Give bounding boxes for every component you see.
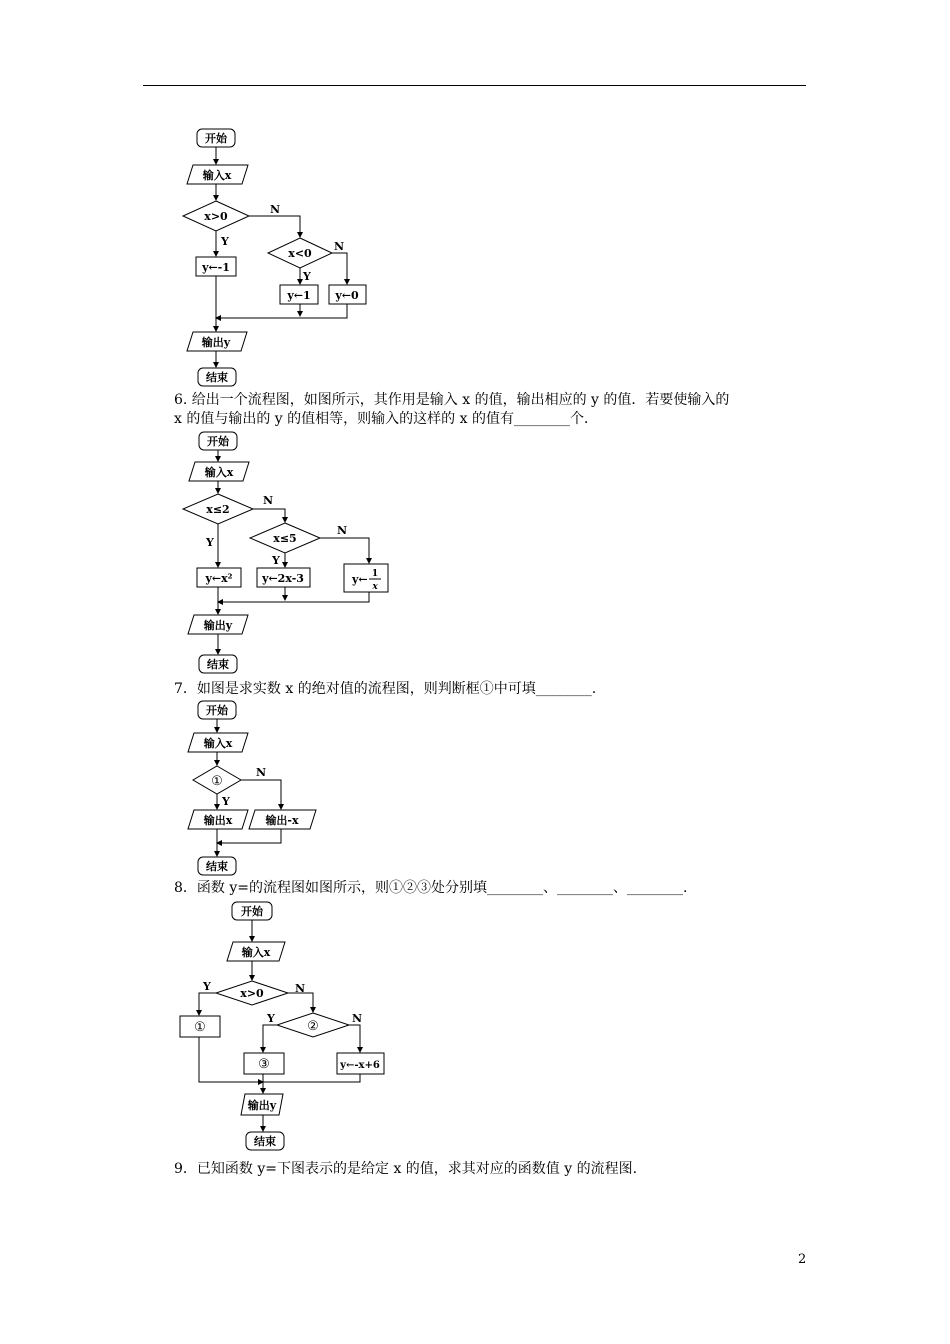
- fc3-cond-text: ①: [211, 774, 223, 789]
- fc2-box-c-prefix: y←: [352, 573, 368, 586]
- fc1-input-text: 输入x: [202, 169, 232, 182]
- fc2-start-text: 开始: [207, 435, 229, 448]
- fc1-box-c-text: y←0: [335, 289, 359, 302]
- fc1-no-1: N: [270, 203, 281, 216]
- fc2-yes-2: Y: [272, 554, 280, 567]
- question-9: 9．已知函数 y=下图表示的是给定 x 的值，求其对应的函数值 y 的流程图.: [174, 1161, 638, 1177]
- fc2-box-b-text: y←2x-3: [262, 572, 304, 585]
- fc4-cond2-text: ②: [307, 1019, 319, 1034]
- fc4-box3-text: ③: [258, 1057, 270, 1072]
- fc3-out-yes-text: 输出x: [203, 814, 233, 827]
- fc4-box1-text: ①: [194, 1020, 206, 1035]
- fc3-input-text: 输入x: [203, 737, 233, 750]
- fc4-start-text: 开始: [241, 905, 263, 918]
- fc1-cond1-text: x>0: [204, 210, 228, 223]
- flowchart-4: [180, 902, 384, 1150]
- fc2-cond1-text: x≤2: [206, 503, 230, 516]
- fc1-start-text: 开始: [205, 132, 227, 145]
- fc2-output-text: 输出y: [203, 619, 233, 632]
- fc2-yes-1: Y: [206, 536, 214, 549]
- flowchart-3: [188, 701, 316, 875]
- fc3-end-text: 结束: [206, 860, 228, 873]
- fc4-box-n-text: y←-x+6: [340, 1060, 380, 1071]
- fc4-yes-1: Y: [203, 980, 211, 993]
- fc3-yes: Y: [222, 795, 230, 808]
- fc1-output-text: 输出y: [201, 336, 231, 349]
- fc4-output-text: 输出y: [247, 1099, 277, 1112]
- fc4-input-text: 输入x: [241, 946, 271, 959]
- flowchart-2: [183, 432, 388, 673]
- fc1-box-a-text: y←-1: [202, 261, 230, 274]
- fc2-box-c-den: x: [372, 582, 378, 592]
- page-number: 2: [798, 1252, 807, 1267]
- fc4-yes-2: Y: [267, 1012, 275, 1025]
- fc2-no-2: N: [337, 524, 348, 537]
- fc2-box-c-num: 1: [371, 569, 379, 579]
- fc3-out-no-text: 输出-x: [265, 814, 299, 827]
- fc1-no-2: N: [334, 240, 345, 253]
- fc4-no-1: N: [295, 982, 306, 995]
- flowchart-1: [183, 129, 366, 386]
- fc1-box-b-text: y←1: [287, 289, 311, 302]
- fc2-no-1: N: [263, 494, 274, 507]
- fc1-end-text: 结束: [206, 371, 228, 384]
- fc2-box-a-text: y←x²: [205, 572, 233, 585]
- fc1-yes-1: Y: [221, 235, 229, 248]
- fc3-no: N: [256, 766, 267, 779]
- fc4-end-text: 结束: [254, 1135, 276, 1148]
- question-8: 8．函数 y=的流程图如图所示，则①②③处分别填________、________、________.: [174, 880, 688, 896]
- fc1-yes-2: Y: [303, 270, 311, 283]
- question-6-line-1: 6. 给出一个流程图，如图所示，其作用是输入 x 的值，输出相应的 y 的值．若要使输入的: [174, 392, 730, 408]
- fc2-cond2-text: x≤5: [273, 532, 297, 545]
- fc3-start-text: 开始: [206, 704, 228, 717]
- fc2-input-text: 输入x: [204, 466, 234, 479]
- fc4-cond1-text: x>0: [240, 987, 264, 1000]
- fc1-cond2-text: x<0: [288, 247, 312, 260]
- question-7: 7．如图是求实数 x 的绝对值的流程图，则判断框①中可填________.: [174, 681, 597, 697]
- fc4-no-2: N: [352, 1012, 363, 1025]
- fc2-end-text: 结束: [207, 658, 229, 671]
- question-6-line-2: x 的值与输出的 y 的值相等，则输入的这样的 x 的值有________个．: [174, 411, 598, 427]
